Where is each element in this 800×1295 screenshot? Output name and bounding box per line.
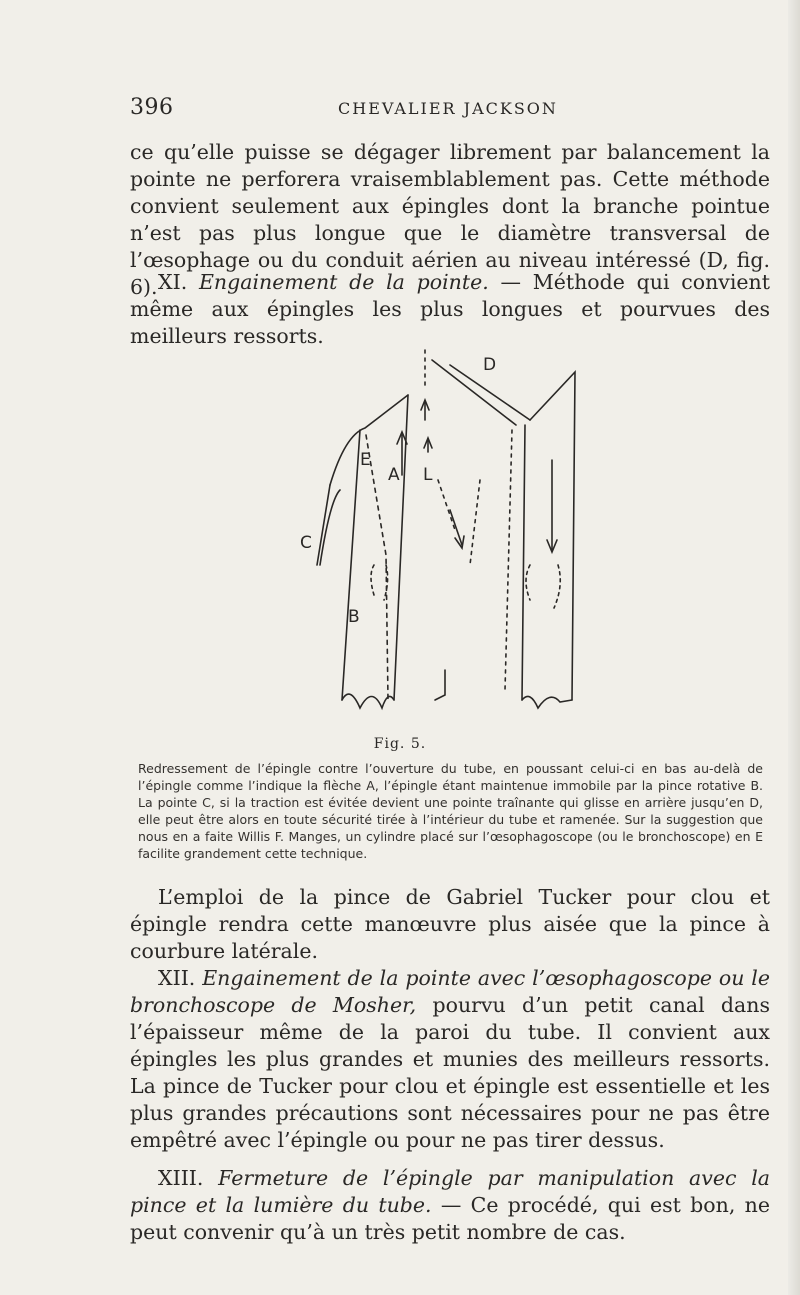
label-b: B <box>348 607 360 627</box>
section-text: — Méthode qui convient même aux épingles les plus longues et pourvues des meilleurs ressorts. <box>130 270 770 348</box>
left-tube-inner-wall <box>342 430 360 700</box>
center-pin-dashes <box>438 480 480 565</box>
right-pin-coil <box>526 565 560 608</box>
figure-5-illustration <box>290 340 590 730</box>
hook-mark <box>435 670 445 700</box>
paragraph-tucker <box>130 884 770 965</box>
page-number: 396 <box>130 95 174 120</box>
figure-label: Fig. 5. <box>373 736 427 752</box>
right-pin-dashes <box>505 430 512 690</box>
pin-point-d <box>432 360 530 425</box>
section-number: XI. <box>158 270 188 294</box>
running-head: CHEVALIER JACKSON <box>338 99 558 118</box>
section-title: Fermeture de l’épingle par manipulation avec la pince et la lumière du tube. <box>130 1166 770 1217</box>
paragraph-text: L’emploi de la pince de Gabriel Tucker pour clou et épingle rendra cette manœuvre plus aisée que la pince à courbure latérale. <box>130 885 770 963</box>
section-number: XIII. <box>158 1166 204 1190</box>
section-text: pourvu d’un petit canal dans l’épaisseur même de la paroi du tube. Il convient aux épingles les plus grandes et munies des meilleurs ressorts. La pince de Tucker pour clou et épingle est essentielle et les plus grandes précautions sont nécessaires pour ne pas être empêtré avec l’épingle ou pour ne pas tirer dessus. <box>130 993 770 1152</box>
section-title: Engainement de la pointe. <box>198 270 489 294</box>
page-edge <box>788 0 800 1295</box>
right-tube-bottom <box>522 696 572 708</box>
figure-caption: Redressement de l’épingle contre l’ouverture du tube, en poussant celui-ci en bas au-delà de l’épingle comme l’indique la flèche A, l’épingle étant maintenue immobile par la pince rotative B. La pointe C, si la traction est évitée devient une pointe traînante qui glisse en arrière jusqu’en D, elle peut être alors en toute sécurité tirée à l’intérieur du tube et ramenée. Sur la suggestion que nous en a faite Willis F. Manges, un cylindre placé sur l’œsophagoscope (ou le bronchoscope) en E facilite grandement cette technique. <box>138 761 763 861</box>
label-e: E <box>360 450 371 470</box>
right-tube-inner <box>522 425 525 700</box>
page-header <box>130 95 765 125</box>
section-number: XII. <box>158 966 196 990</box>
paragraph-method-xii <box>130 965 770 1154</box>
label-l: L <box>423 465 433 485</box>
paragraph-method-xi <box>130 269 770 350</box>
label-c: C <box>300 533 312 553</box>
label-d: D <box>483 355 497 375</box>
pin-straightening-diagram <box>290 340 590 730</box>
paragraph-continuation: ce qu’elle puisse se dégager librement par balancement la pointe ne perforera vraisemblablement pas. Cette méthode convient seulement aux épingles dont la branche pointue n’est pas plus longue que le diamètre transversal de l’œsophage ou du conduit aérien au niveau intéressé (D, fig. 6). <box>130 140 770 299</box>
left-pin-coil <box>371 565 388 600</box>
left-tube-bottom <box>342 694 394 708</box>
label-a: A <box>388 465 400 485</box>
section-text: — Ce procédé, qui est bon, ne peut convenir qu’à un très petit nombre de cas. <box>130 1193 770 1244</box>
paragraph-method-xiii <box>130 1165 770 1246</box>
left-pin-shank <box>366 435 388 700</box>
section-title: Engainement de la pointe avec l’œsophagoscope ou le bronchoscope de Mosher, <box>130 966 770 1017</box>
